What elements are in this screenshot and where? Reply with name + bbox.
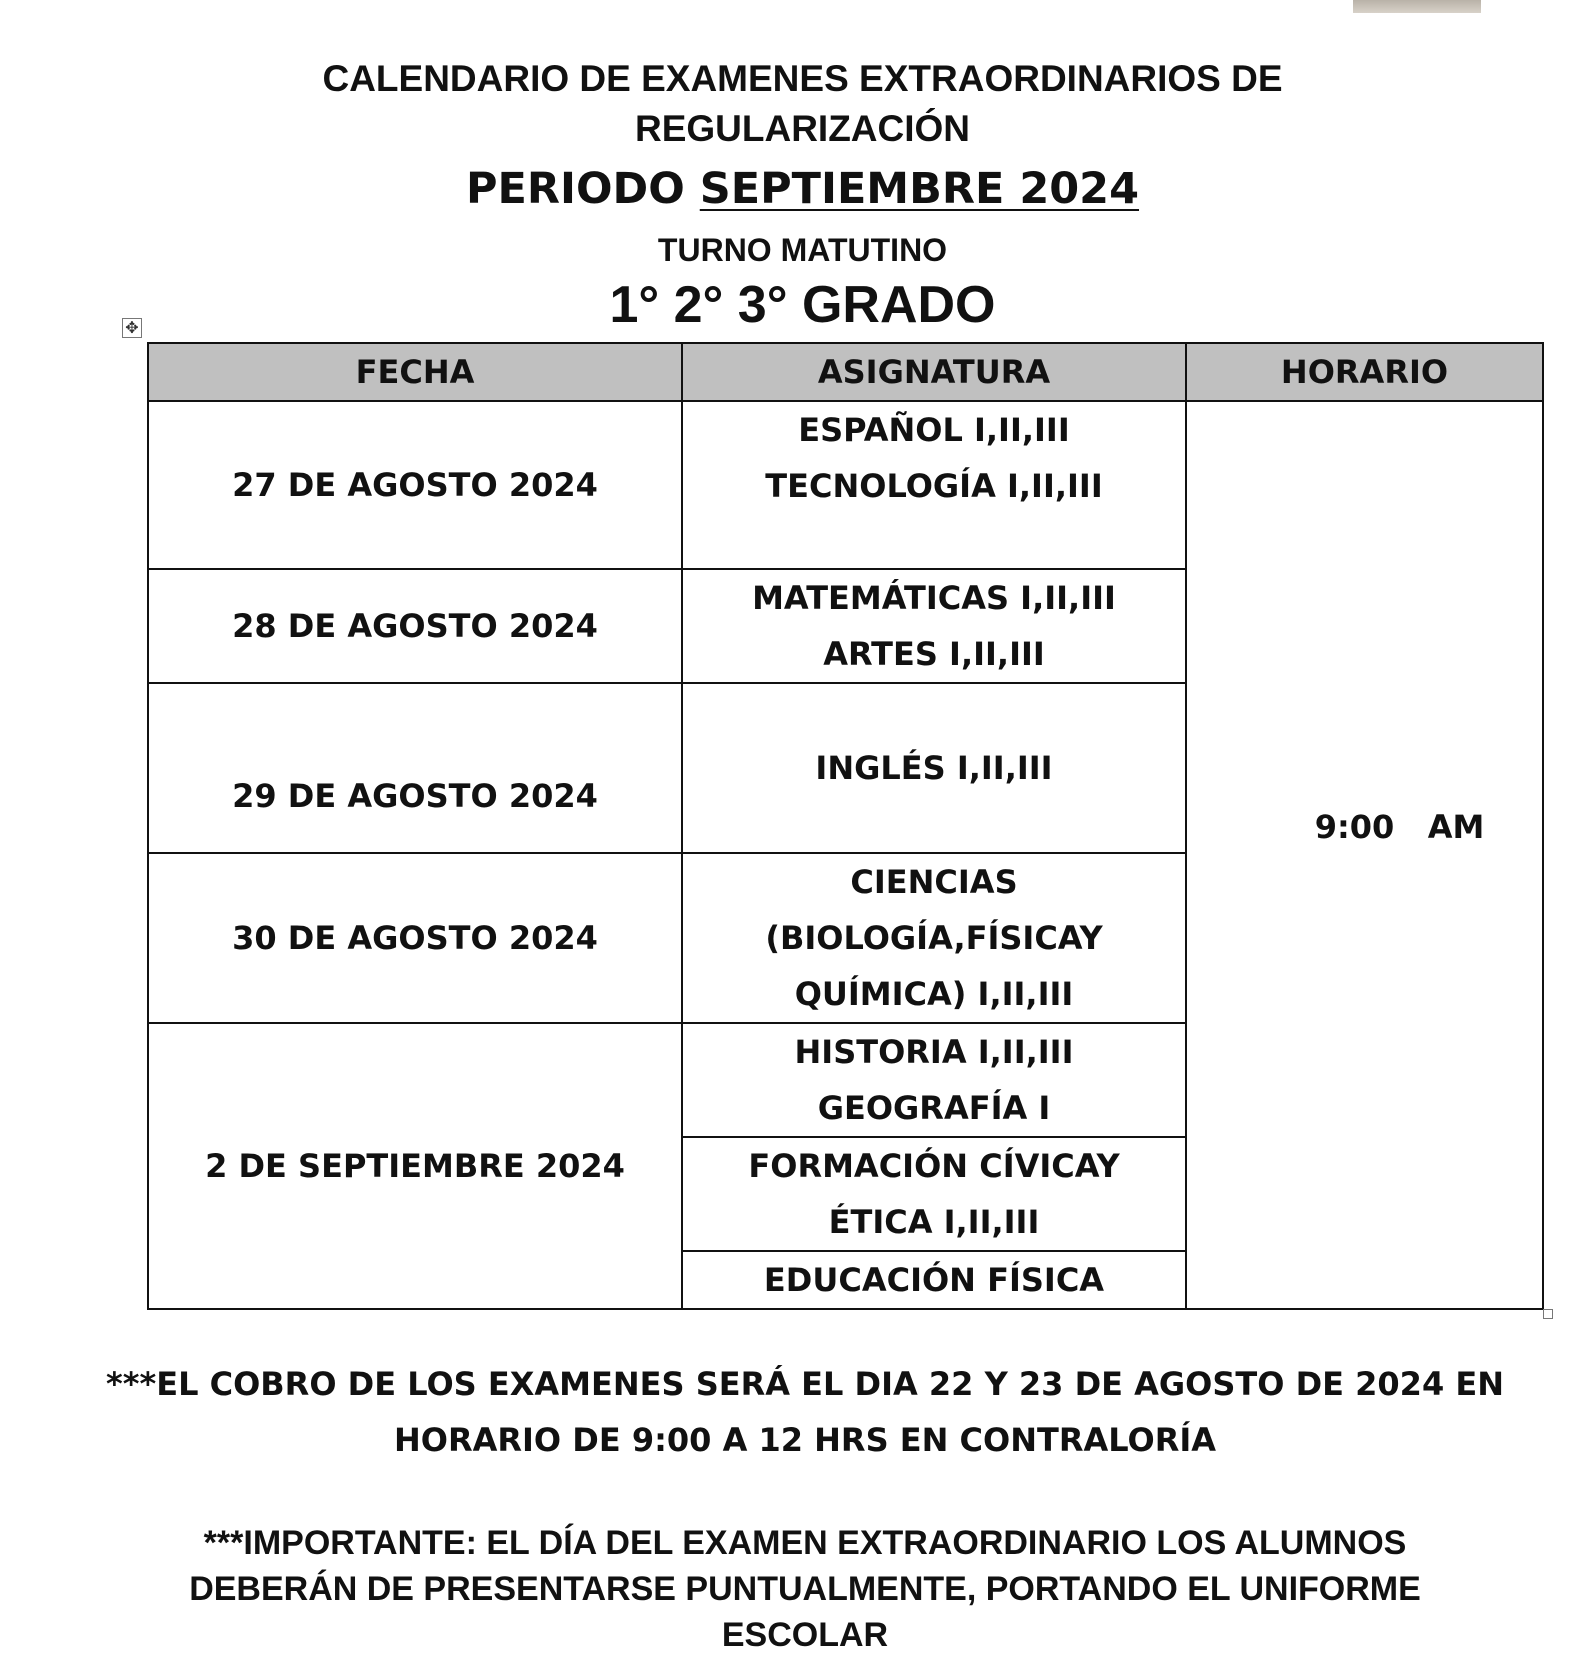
subject-line: MATEMÁTICAS I,II,III [752,579,1116,617]
header-image-fragment [1353,0,1481,13]
payment-note-line-2: HORARIO DE 9:00 A 12 HRS EN CONTRALORÍA [393,1421,1216,1459]
date-cell: 30 DE AGOSTO 2024 [148,853,682,1023]
date-cell [148,683,682,853]
document-title [0,54,1576,154]
subject-cell [682,853,1186,1023]
payment-note-line-1: ***EL COBRO DE LOS EXAMENES SERÁ EL DIA 22 Y 23 DE AGOSTO DE 2024 EN [106,1365,1504,1403]
date-cell: 28 DE AGOSTO 2024 [148,569,682,683]
header-fecha: FECHA [148,343,682,401]
title-line-1: CALENDARIO DE EXAMENES EXTRAORDINARIOS DE [322,58,1283,99]
table-header-row [148,343,1543,401]
subject-line: ARTES I,II,III [823,635,1045,673]
important-note [0,1520,1576,1658]
date-text: 29 DE AGOSTO 2024 [232,777,598,815]
subject-line: TECNOLOGÍA I,II,III [765,467,1103,505]
header-horario: HORARIO [1186,343,1543,401]
shift-heading: TURNO MATUTINO [657,232,948,268]
subject-line: QUÍMICA) I,II,III [794,975,1074,1013]
period-prefix: PERIODO [465,164,700,214]
subject-cell [682,1137,1186,1251]
table-row [148,401,1543,569]
time-cell [1186,401,1543,1309]
subject-line: ÉTICA I,II,III [828,1203,1040,1241]
subject-line: HISTORIA I,II,III [794,1033,1074,1071]
table-move-handle-icon[interactable]: ✥ [122,318,142,338]
subject-cell [682,401,1186,569]
subject-cell: INGLÉS I,II,III [682,683,1186,853]
payment-note [0,1356,1576,1468]
important-note-line-1: ***IMPORTANTE: EL DÍA DEL EXAMEN EXTRAORDINARIO LOS ALUMNOS [203,1524,1407,1562]
subject-line: (BIOLOGÍA,FÍSICAY [765,919,1103,957]
grades-heading: 1° 2° 3° GRADO [609,276,996,334]
subject-line: ESPAÑOL I,II,III [798,411,1070,449]
exam-schedule-table [147,342,1544,1310]
title-line-2: REGULARIZACIÓN [634,108,971,149]
header-asignatura: ASIGNATURA [682,343,1186,401]
subject-cell: EDUCACIÓN FÍSICA [682,1251,1186,1309]
important-note-line-2: DEBERÁN DE PRESENTARSE PUNTUALMENTE, PORTANDO EL UNIFORME [189,1570,1421,1608]
subject-line: FORMACIÓN CÍVICAY [748,1147,1120,1185]
subject-cell [682,569,1186,683]
period-value: SEPTIEMBRE 2024 [699,164,1140,214]
table-resize-handle[interactable] [1543,1309,1553,1319]
date-cell: 2 DE SEPTIEMBRE 2024 [148,1023,682,1309]
date-cell: 27 DE AGOSTO 2024 [148,401,682,569]
subject-line: GEOGRAFÍA I [817,1089,1051,1127]
exam-time: 9:00 AM [1314,808,1485,846]
important-note-line-3: ESCOLAR [721,1616,889,1654]
period-heading [0,164,1576,214]
subject-cell [682,1023,1186,1137]
subject-line: CIENCIAS [850,863,1018,901]
